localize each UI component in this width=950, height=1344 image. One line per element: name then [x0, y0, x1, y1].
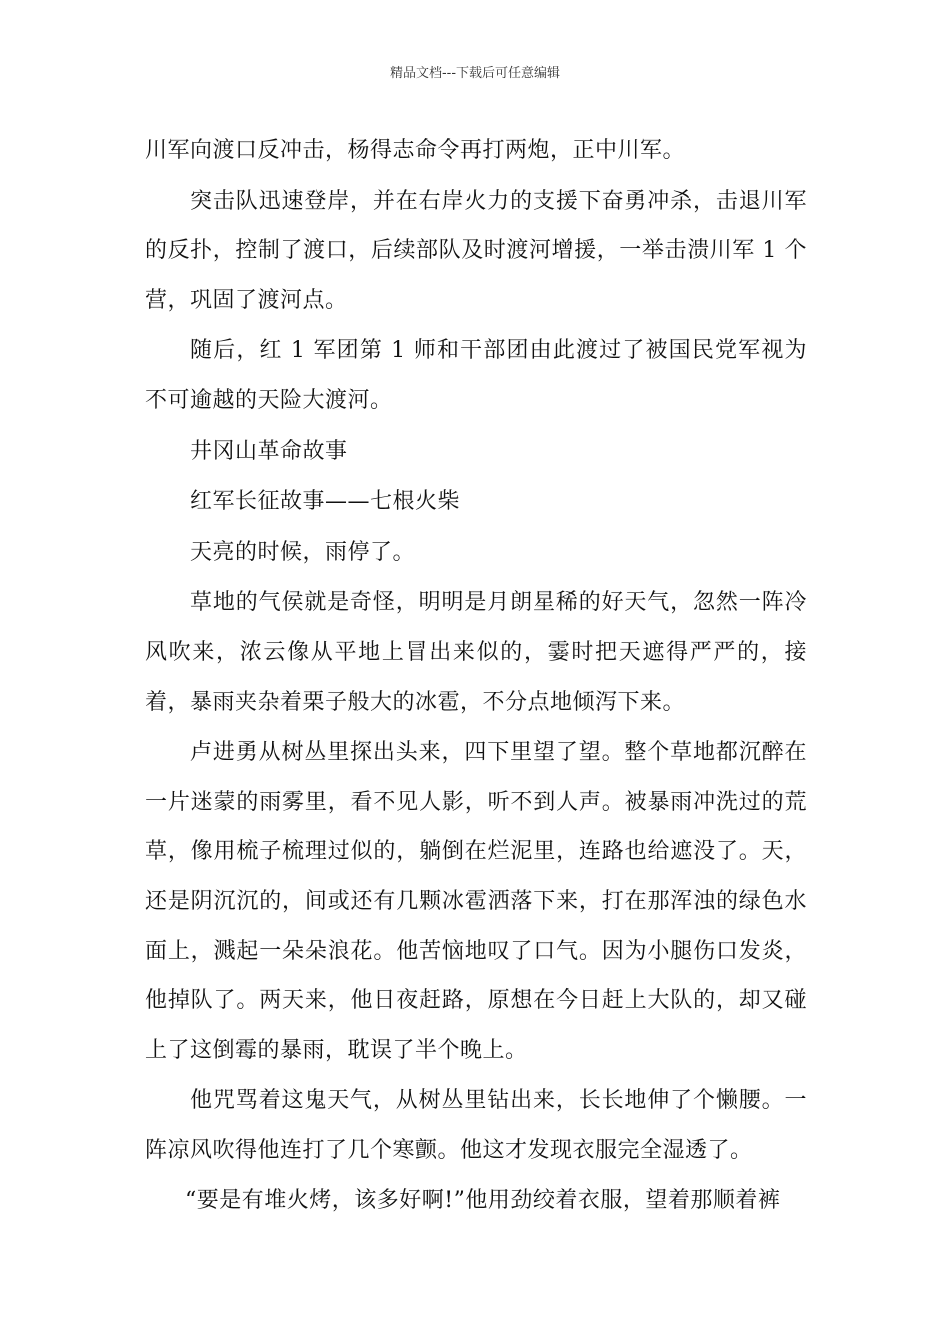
- paragraph-9: 他咒骂着这鬼天气，从树丛里钻出来，长长地伸了个懒腰。一阵凉风吹得他连打了几个寒颤。他这才发现衣服完全湿透了。: [145, 1088, 807, 1163]
- story-title: 红军长征故事——七根火柴: [190, 489, 461, 515]
- paragraph-8: 卢进勇从树丛里探出头来，四下里望了望。整个草地都沉醉在一片迷蒙的雨雾里，看不见人影，听不到人声。被暴雨冲洗过的荒草，像用梳子梳理过似的，躺倒在烂泥里，连路也给遮没了。天，还是阴沉沉的，间或还有几颗冰雹洒落下来，打在那浑浊的绿色水面上，溅起一朵朵浪花。他苦恼地叹了口气。因为小腿伤口发炎，他掉队了。两天来，他日夜赶路，原想在今日赶上大队的，却又碰上了这倒霉的暴雨，耽误了半个晚上。: [145, 740, 807, 1063]
- paragraph-1: 川军向渡口反冲击，杨得志命令再打两炮，正中川军。: [145, 138, 686, 163]
- document-body: [145, 126, 807, 1227]
- paragraph-10: “要是有堆火烤，该多好啊!”他用劲绞着衣服，望着那顺着裤: [185, 1188, 781, 1214]
- paragraph-7: 草地的气侯就是奇怪，明明是月朗星稀的好天气，忽然一阵冷风吹来，浓云像从平地上冒出来似的，霎时把天遮得严严的，接着，暴雨夹杂着栗子般大的冰雹，不分点地倾泻下来。: [145, 590, 807, 715]
- paragraph-6: 天亮的时候，雨停了。: [190, 539, 416, 565]
- page-header: 精品文档---下载后可任意编辑: [389, 66, 561, 81]
- paragraph-3: 随后，红 1 军团第 1 师和干部团由此渡过了被国民党军视为不可逾越的天险大渡河。: [145, 338, 807, 413]
- paragraph-2: 突击队迅速登岸，并在右岸火力的支援下奋勇冲杀，击退川军的反扑，控制了渡口，后续部队及时渡河增援，一举击溃川军 1 个营，巩固了渡河点。: [145, 188, 807, 313]
- section-heading-jinggangshan: 井冈山革命故事: [190, 438, 348, 464]
